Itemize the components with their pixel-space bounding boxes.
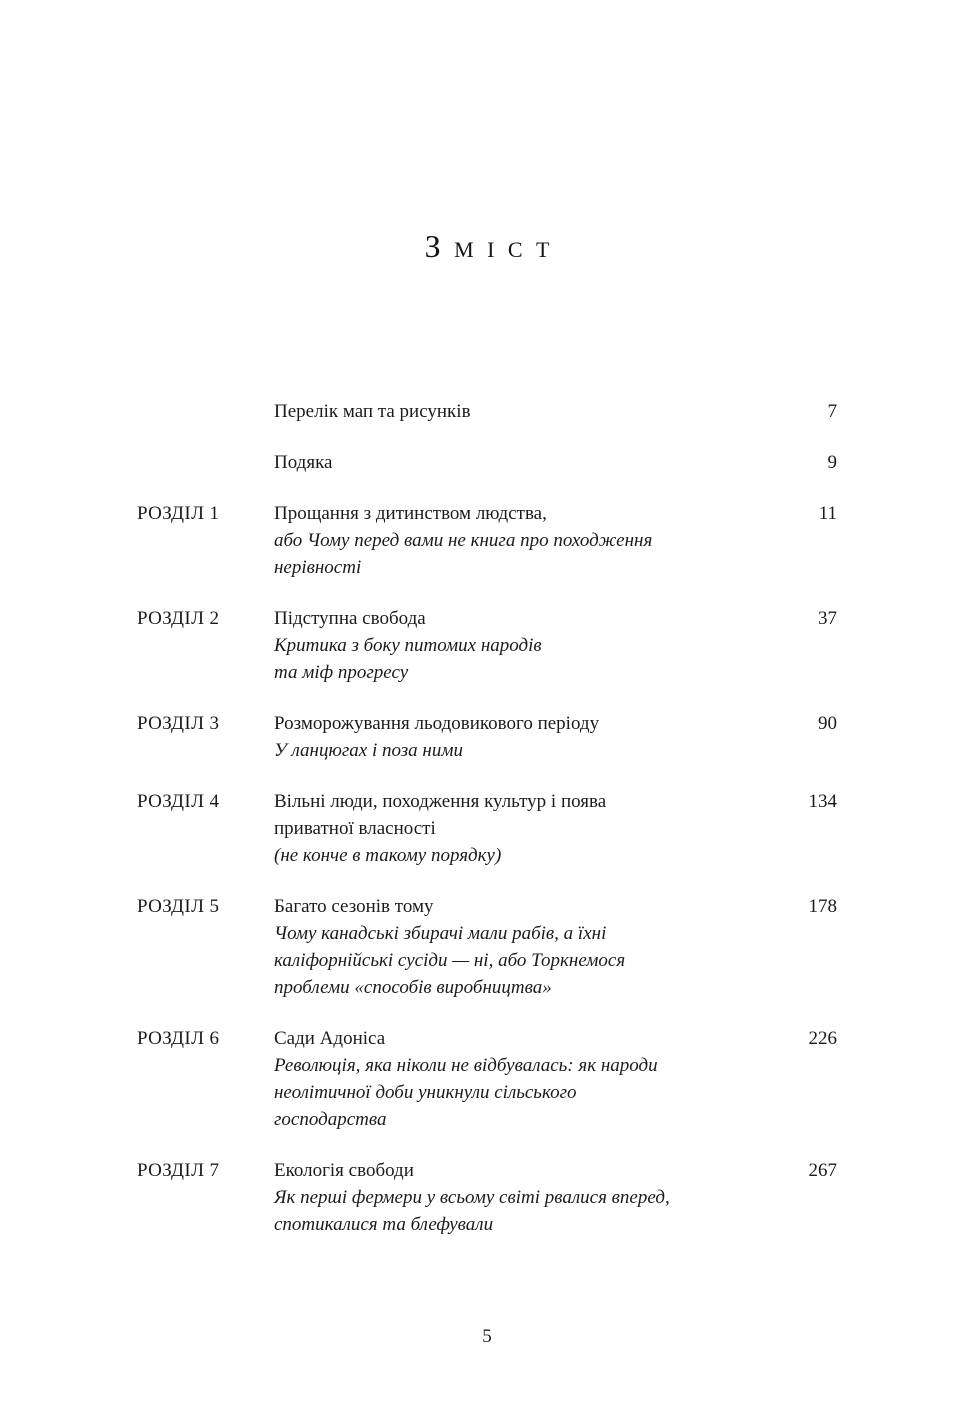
- entry-subtitle-line: Критика з боку питомих народів: [274, 635, 542, 656]
- chapter-label: РОЗДІЛ 1: [137, 503, 220, 524]
- entry-page-number: 11: [818, 503, 837, 524]
- entry-title-block: [274, 449, 767, 476]
- entry-title-line: Підступна свобода: [274, 608, 426, 629]
- entry-page-number: 178: [808, 896, 837, 917]
- entry-page-number: 267: [808, 1160, 837, 1181]
- chapter-label: РОЗДІЛ 7: [137, 1160, 220, 1181]
- chapter-label: РОЗДІЛ 6: [137, 1028, 220, 1049]
- toc-entry: [137, 893, 837, 1001]
- toc-entry: [137, 1025, 837, 1133]
- entry-subtitle-line: (не конче в такому порядку): [274, 845, 502, 866]
- toc-entry: [137, 710, 837, 764]
- footer-page-number: 5: [482, 1326, 492, 1347]
- chapter-label: РОЗДІЛ 5: [137, 896, 220, 917]
- entry-subtitle-line: каліфорнійські сусіди — ні, або Торкнемося: [274, 950, 626, 971]
- toc-entry: [137, 1157, 837, 1238]
- entry-page-number: 37: [818, 608, 837, 629]
- entry-subtitle-line: проблеми «способів виробництва»: [274, 977, 552, 998]
- entry-subtitle-line: спотикалися та блефували: [274, 1214, 494, 1235]
- entry-subtitle-line: Чому канадські збирачі мали рабів, а їхні: [274, 923, 607, 944]
- entry-subtitle-line: У ланцюгах і поза ними: [274, 740, 463, 761]
- entry-title-line: приватної власності: [274, 818, 436, 839]
- entry-page-number: 90: [818, 713, 837, 734]
- entry-subtitle-line: господарства: [274, 1109, 387, 1130]
- entry-title-line: Сади Адоніса: [274, 1028, 386, 1049]
- chapter-label: РОЗДІЛ 3: [137, 713, 220, 734]
- entry-title-line: Подяка: [274, 452, 333, 473]
- entry-title-line: Прощання з дитинством людства,: [274, 503, 547, 524]
- entry-title-block: [274, 1025, 767, 1133]
- entry-title-line: Багато сезонів тому: [274, 896, 434, 917]
- entry-title-block: [274, 1157, 767, 1238]
- toc-entry: [137, 605, 837, 686]
- entry-page-number: 134: [808, 791, 837, 812]
- entry-title-line: Екологія свободи: [274, 1160, 414, 1181]
- toc-entry: [137, 398, 837, 425]
- entry-subtitle-line: нерівності: [274, 557, 362, 578]
- entry-title-line: Розморожування льодовикового періоду: [274, 713, 600, 734]
- page-title: Зміст: [424, 228, 563, 264]
- entry-subtitle-line: та міф прогресу: [274, 662, 409, 683]
- entry-page-number: 7: [827, 401, 837, 422]
- entry-title-block: [274, 398, 767, 425]
- table-of-contents: [137, 398, 837, 1262]
- entry-title-line: Вільні люди, походження культур і поява: [274, 791, 607, 812]
- entry-title-block: [274, 500, 767, 581]
- entry-subtitle-line: Як перші фермери у всьому світі рвалися вперед,: [274, 1187, 670, 1208]
- chapter-label: РОЗДІЛ 4: [137, 791, 220, 812]
- entry-title-block: [274, 710, 767, 764]
- entry-title-block: [274, 788, 767, 869]
- entry-title-line: Перелік мап та рисунків: [274, 401, 471, 422]
- entry-page-number: 9: [827, 452, 837, 473]
- entry-subtitle-line: неолітичної доби уникнули сільського: [274, 1082, 577, 1103]
- entry-title-block: [274, 893, 767, 1001]
- entry-subtitle-line: Революція, яка ніколи не відбувалась: як народи: [274, 1055, 658, 1076]
- entry-page-number: 226: [808, 1028, 837, 1049]
- toc-entry: [137, 788, 837, 869]
- toc-entry: [137, 500, 837, 581]
- toc-entry: [137, 449, 837, 476]
- chapter-label: РОЗДІЛ 2: [137, 608, 220, 629]
- entry-subtitle-line: або Чому перед вами не книга про походження: [274, 530, 653, 551]
- entry-title-block: [274, 605, 767, 686]
